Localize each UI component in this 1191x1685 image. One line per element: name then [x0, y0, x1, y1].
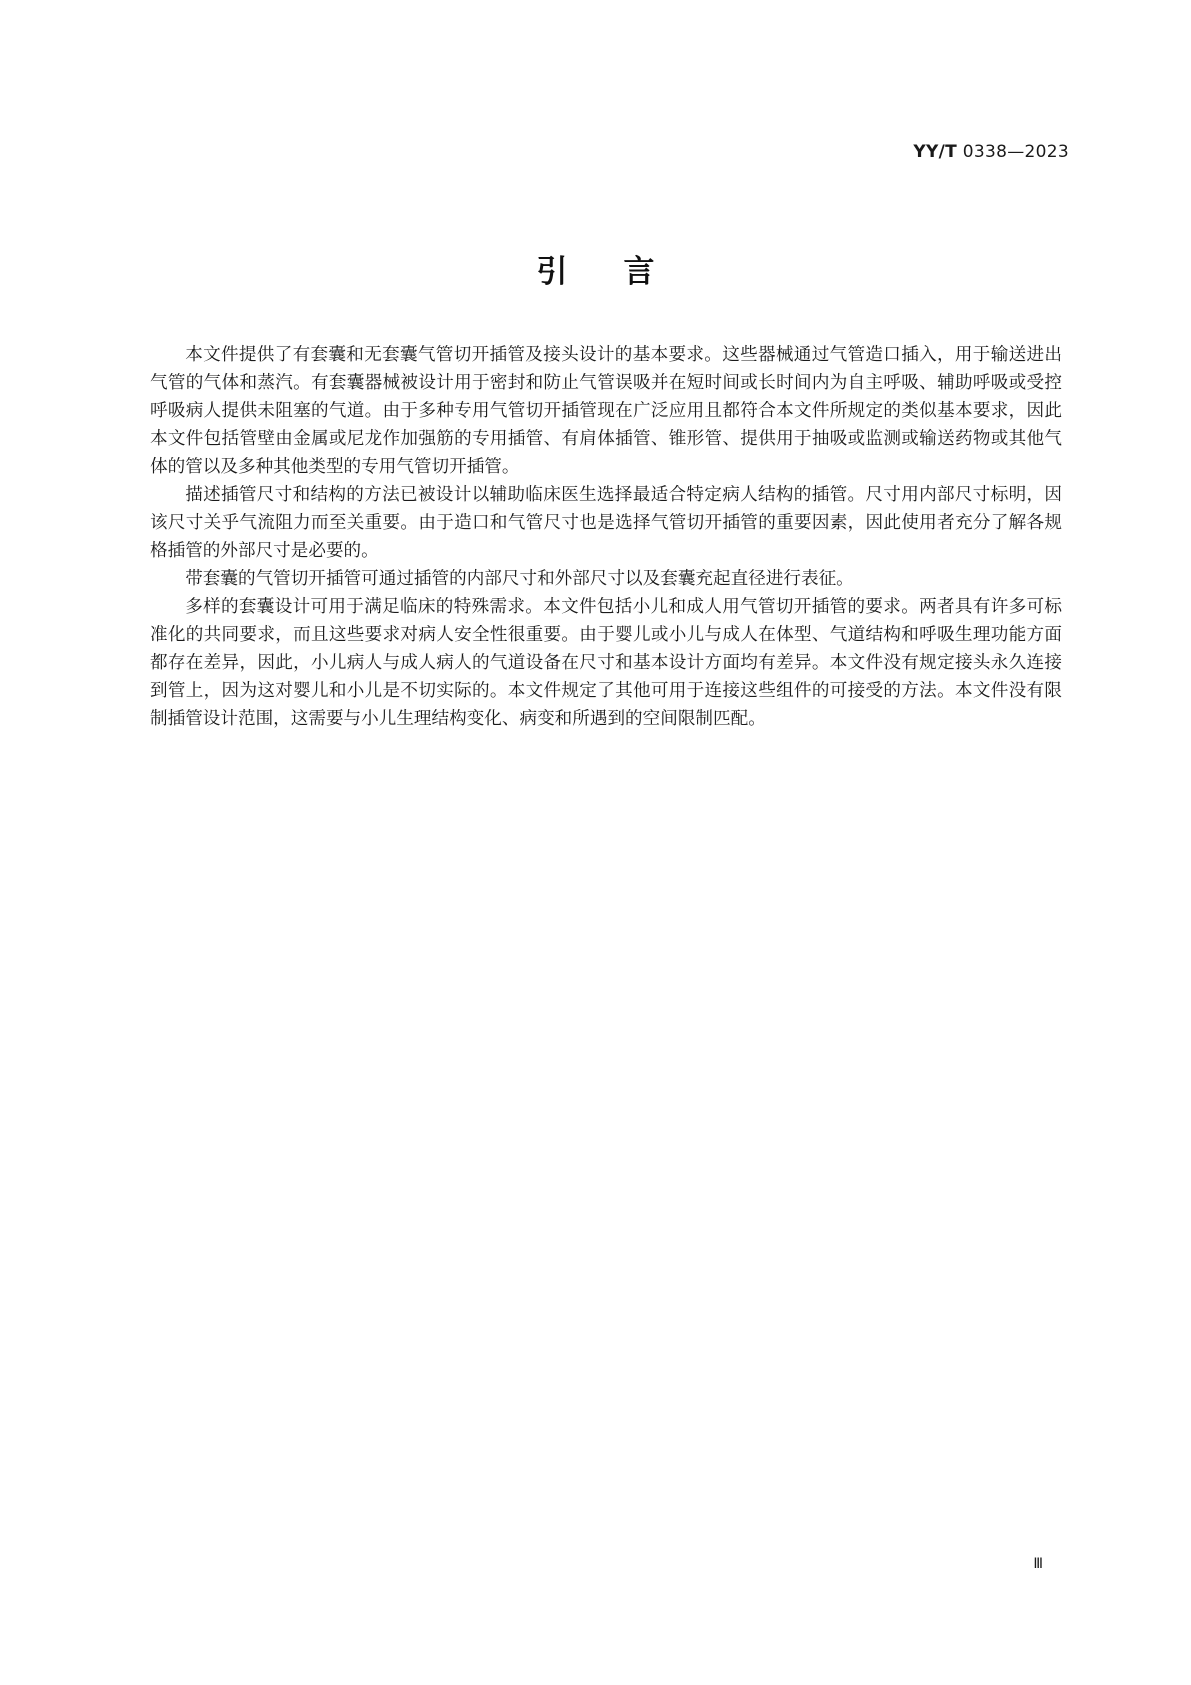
standard-number: 0338—2023 — [962, 142, 1069, 162]
page-number: Ⅲ — [1033, 1556, 1043, 1572]
paragraph-4: 多样的套囊设计可用于满足临床的特殊需求。本文件包括小儿和成人用气管切开插管的要求。两者具有许多可标准化的共同要求，而且这些要求对病人安全性很重要。由于婴儿或小儿与成人在体型、气道结构和呼吸生理功能方面都存在差异，因此，小儿病人与成人病人的气道设备在尺寸和基本设计方面均有差异。本文件没有规定接头永久连接到管上，因为这对婴儿和小儿是不切实际的。本文件规定了其他可用于连接这些组件的可接受的方法。本文件没有限制插管设计范围，这需要与小儿生理结构变化、病变和所遇到的空间限制匹配。 — [150, 597, 1062, 729]
section-title: 引言 — [536, 254, 711, 290]
standard-code — [913, 142, 1069, 162]
paragraph-1: 本文件提供了有套囊和无套囊气管切开插管及接头设计的基本要求。这些器械通过气管造口插入，用于输送进出气管的气体和蒸汽。有套囊器械被设计用于密封和防止气管误吸并在短时间或长时间内为自主呼吸、辅助呼吸或受控呼吸病人提供未阻塞的气道。由于多种专用气管切开插管现在广泛应用且都符合本文件所规定的类似基本要求，因此本文件包括管壁由金属或尼龙作加强筋的专用插管、有肩体插管、锥形管、提供用于抽吸或监测或输送药物或其他气体的管以及多种其他类型的专用气管切开插管。 — [150, 345, 1062, 477]
standard-prefix: YY/T — [913, 142, 958, 162]
introduction-body — [150, 341, 1062, 733]
paragraph-2: 描述插管尺寸和结构的方法已被设计以辅助临床医生选择最适合特定病人结构的插管。尺寸用内部尺寸标明，因该尺寸关乎气流阻力而至关重要。由于造口和气管尺寸也是选择气管切开插管的重要因素，因此使用者充分了解各规格插管的外部尺寸是必要的。 — [150, 485, 1062, 561]
paragraph-3: 带套囊的气管切开插管可通过插管的内部尺寸和外部尺寸以及套囊充起直径进行表征。 — [185, 569, 854, 589]
